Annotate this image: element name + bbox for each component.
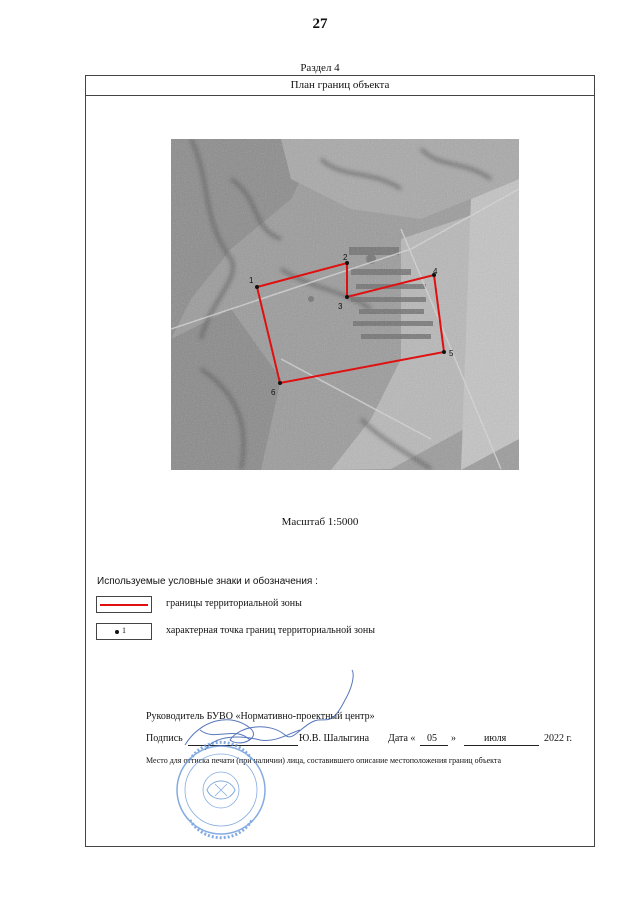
date-label: Дата «	[388, 733, 416, 744]
stamp-note: Место для оттиска печати (при наличии) лица, составившего описание местоположения границ объекта	[146, 756, 502, 765]
aerial-map	[171, 139, 519, 470]
legend-point-number: 1	[122, 626, 126, 635]
point-label-3: 3	[338, 302, 343, 311]
date-day: 05	[427, 733, 437, 744]
frame-title: План границ объекта	[86, 76, 594, 96]
section-label: Раздел 4	[300, 62, 340, 74]
page-number: 27	[312, 16, 328, 32]
signer-name: Ю.В. Шалыгина	[299, 733, 370, 744]
day-underline	[420, 745, 448, 746]
legend-text-boundary: границы территориальной зоны	[166, 598, 302, 609]
date-close-quote: »	[451, 733, 456, 744]
point-label-5: 5	[449, 349, 454, 358]
month-underline	[464, 745, 539, 746]
signature-line	[146, 733, 586, 747]
legend-symbol-point	[96, 623, 152, 640]
organization-line: Руководитель БУВО «Нормативно-проектный центр»	[146, 711, 375, 722]
point-label-6: 6	[271, 388, 276, 397]
boundary-point-3	[345, 295, 349, 299]
point-label-1: 1	[249, 276, 254, 285]
date-year: 2022 г.	[544, 733, 572, 744]
legend-point-dot	[115, 630, 119, 634]
map-scale: Масштаб 1:5000	[281, 516, 359, 528]
boundary-point-5	[442, 350, 446, 354]
legend-title: Используемые условные знаки и обозначения :	[97, 576, 318, 587]
date-month: июля	[484, 733, 507, 744]
legend-symbol-boundary	[96, 596, 152, 613]
legend-red-line	[100, 604, 148, 606]
boundary-point-1	[255, 285, 259, 289]
point-label-2: 2	[343, 253, 348, 262]
point-label-4: 4	[433, 267, 438, 276]
boundary-point-6	[278, 381, 282, 385]
legend-text-point: характерная точка границ территориальной зоны	[166, 625, 375, 636]
signature-underline	[188, 745, 298, 746]
sign-label: Подпись	[146, 733, 183, 744]
